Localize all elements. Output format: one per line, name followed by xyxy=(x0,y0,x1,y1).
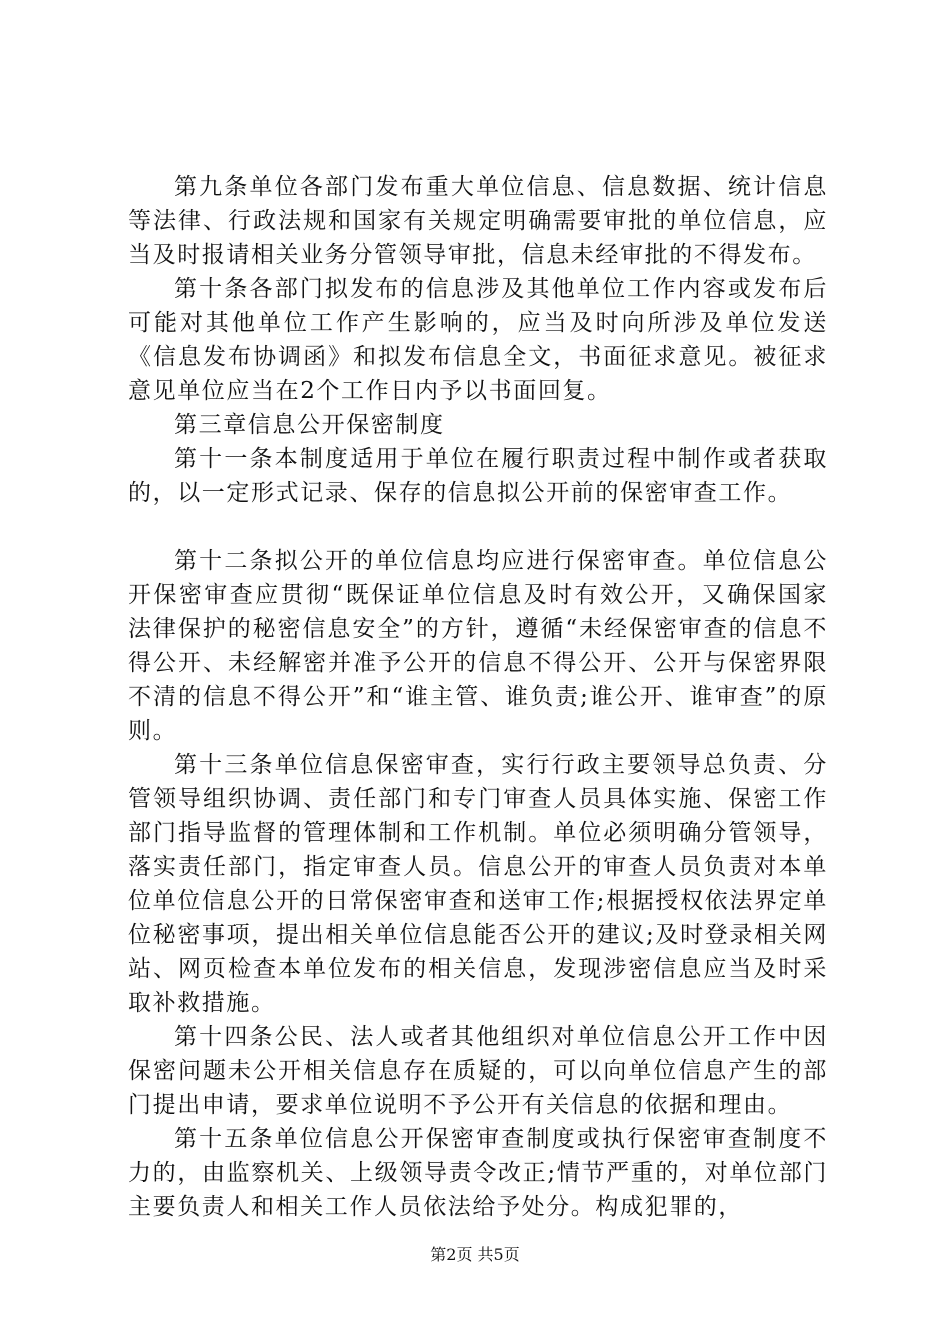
chapter-3-heading: 第三章信息公开保密制度 xyxy=(174,412,445,438)
article-15-paragraph: 第十五条单位信息公开保密审查制度或执行保密审查制度不力的，由监察机关、上级领导责令改正;情节严重的，对单位部门主要负责人和相关工作人员依法给予处分。构成犯罪的， xyxy=(128,1126,828,1220)
article-13-paragraph: 第十三条单位信息保密审查，实行行政主要领导总负责、分管领导组织协调、责任部门和专门审查人员具体实施、保密工作部门指导监督的管理体制和工作机制。单位必须明确分管领导，落实责任部门，指定审查人员。信息公开的审查人员负责对本单位单位信息公开的日常保密审查和送审工作;根据授权依法界定单位秘密事项，提出相关单位信息能否公开的建议;及时登录相关网站、网页检查本单位发布的相关信息，发现涉密信息应当及时采取补救措施。 xyxy=(128,752,828,1016)
document-body xyxy=(128,170,828,1224)
article-9-paragraph: 第九条单位各部门发布重大单位信息、信息数据、统计信息等法律、行政法规和国家有关规定明确需要审批的单位信息，应当及时报请相关业务分管领导审批，信息未经审批的不得发布。 xyxy=(128,174,828,268)
article-14-paragraph: 第十四条公民、法人或者其他组织对单位信息公开工作中因保密问题未公开相关信息存在质疑的，可以向单位信息产生的部门提出申请，要求单位说明不予公开有关信息的依据和理由。 xyxy=(128,1024,828,1118)
page-number-footer: 第2页 共5页 xyxy=(430,1245,520,1264)
article-12-paragraph: 第十二条拟公开的单位信息均应进行保密审查。单位信息公开保密审查应贯彻“既保证单位信息及时有效公开，又确保国家法律保护的秘密信息安全”的方针，遵循“未经保密审查的信息不得公开、未经解密并准予公开的信息不得公开、公开与保密界限不清的信息不得公开”和“谁主管、谁负责;谁公开、谁审查”的原则。 xyxy=(128,548,828,744)
article-11-paragraph: 第十一条本制度适用于单位在履行职责过程中制作或者获取的，以一定形式记录、保存的信息拟公开前的保密审查工作。 xyxy=(128,446,828,506)
article-10-paragraph: 第十条各部门拟发布的信息涉及其他单位工作内容或发布后可能对其他单位工作产生影响的，应当及时向所涉及单位发送《信息发布协调函》和拟发布信息全文，书面征求意见。被征求意见单位应当在2个工作日内予以书面回复。 xyxy=(128,276,828,404)
